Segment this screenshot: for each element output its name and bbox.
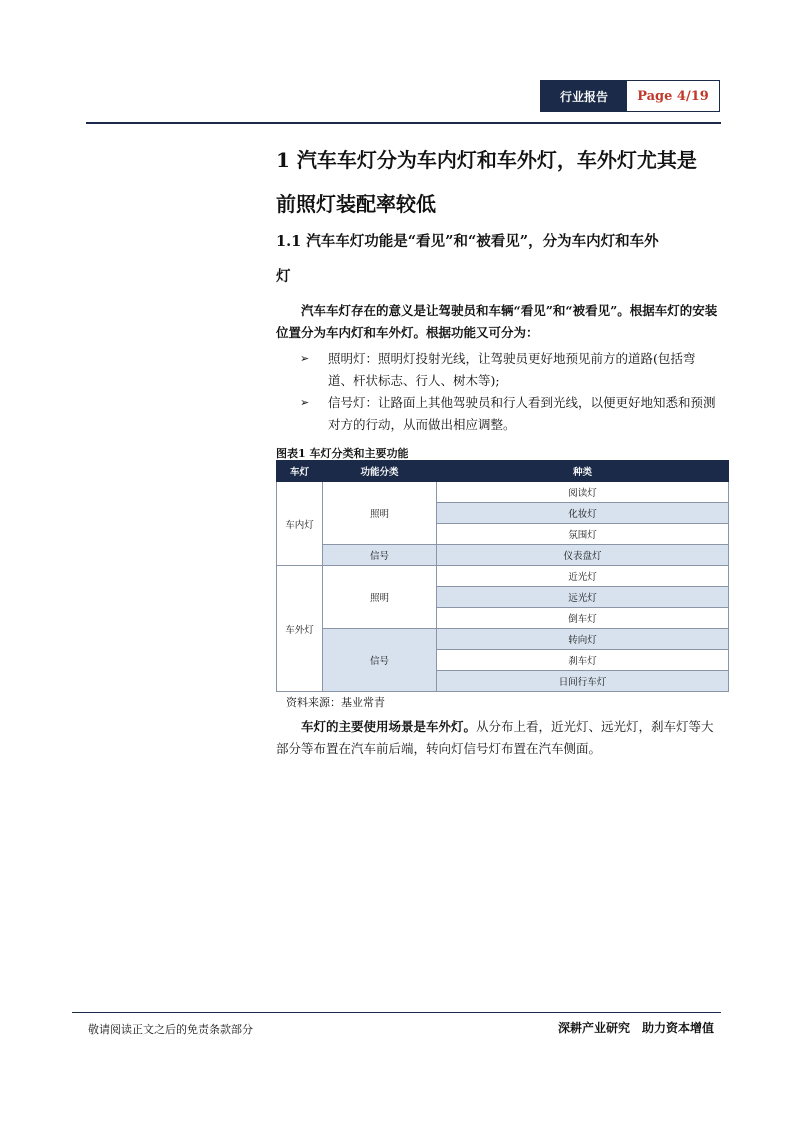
function-cell: 照明 xyxy=(323,566,437,629)
section-heading-line1: 1 汽车车灯分为车内灯和车外灯，车外灯尤其是 xyxy=(276,148,697,172)
subsection-heading-line2: 灯 xyxy=(276,268,291,285)
footer-slogan: 深耕产业研究 助力资本增值 xyxy=(558,1021,715,1035)
lamp-cell: 车内灯 xyxy=(277,482,323,566)
closing-text: 从分布上看，近光灯、远光灯，刹车灯等大部分等布置在汽车前后端，转向灯信号灯布置在汽车侧面。 xyxy=(276,719,714,756)
arrow-bullet-icon: ➢ xyxy=(300,396,310,409)
kind-cell: 近光灯 xyxy=(437,566,729,587)
column-header: 车灯 xyxy=(277,461,323,482)
intro-paragraph xyxy=(276,300,720,344)
table-caption: 图表1 车灯分类和主要功能 xyxy=(276,447,409,460)
kind-cell: 氛围灯 xyxy=(437,524,729,545)
arrow-bullet-icon: ➢ xyxy=(300,352,310,365)
bullet-lighting xyxy=(300,348,720,392)
kind-cell: 仪表盘灯 xyxy=(437,545,729,566)
table-row xyxy=(277,566,729,587)
kind-cell: 刹车灯 xyxy=(437,650,729,671)
function-cell: 信号 xyxy=(323,629,437,692)
table-row xyxy=(277,482,729,503)
intro-bold-text: 汽车车灯存在的意义是让驾驶员和车辆“看见”和“被看见”。根据车灯的安装位置分为车内灯和车外灯。根据功能又可分为： xyxy=(276,303,718,340)
kind-cell: 化妆灯 xyxy=(437,503,729,524)
function-cell: 信号 xyxy=(323,545,437,566)
subsection-heading-line1: 1.1 汽车车灯功能是“看见”和“被看见”，分为车内灯和车外 xyxy=(276,233,659,250)
kind-cell: 阅读灯 xyxy=(437,482,729,503)
footer-rule xyxy=(72,1012,721,1013)
bullet-signal xyxy=(300,392,720,436)
table-row xyxy=(277,629,729,650)
table-header-row xyxy=(277,461,729,482)
section-heading xyxy=(276,138,726,226)
disclaimer-note: 敬请阅读正文之后的免责条款部分 xyxy=(88,1023,253,1036)
table-source: 资料来源：基业常青 xyxy=(286,696,385,709)
kind-cell: 转向灯 xyxy=(437,629,729,650)
section-heading-line2: 前照灯装配率较低 xyxy=(276,192,436,216)
column-header: 种类 xyxy=(437,461,729,482)
column-header: 功能分类 xyxy=(323,461,437,482)
closing-paragraph xyxy=(276,716,720,760)
kind-cell: 远光灯 xyxy=(437,587,729,608)
header-rule xyxy=(86,122,721,124)
closing-bold-text: 车灯的主要使用场景是车外灯。 xyxy=(301,719,477,734)
function-cell: 照明 xyxy=(323,482,437,545)
bullet-text: 信号灯：让路面上其他驾驶员和行人看到光线，以便更好地知悉和预测对方的行动，从而做出相应调整。 xyxy=(328,395,716,432)
page-indicator: Page 4/19 xyxy=(637,88,709,104)
bullet-text: 照明灯：照明灯投射光线，让驾驶员更好地预见前方的道路(包括弯道、杆状标志、行人、树木等); xyxy=(328,351,696,388)
report-type-label: 行业报告 xyxy=(541,81,627,111)
table-row xyxy=(277,545,729,566)
kind-cell: 倒车灯 xyxy=(437,608,729,629)
kind-cell: 日间行车灯 xyxy=(437,671,729,692)
report-header-box xyxy=(540,80,720,112)
lamp-classification-table xyxy=(276,460,729,692)
lamp-cell: 车外灯 xyxy=(277,566,323,692)
subsection-heading xyxy=(276,224,726,294)
